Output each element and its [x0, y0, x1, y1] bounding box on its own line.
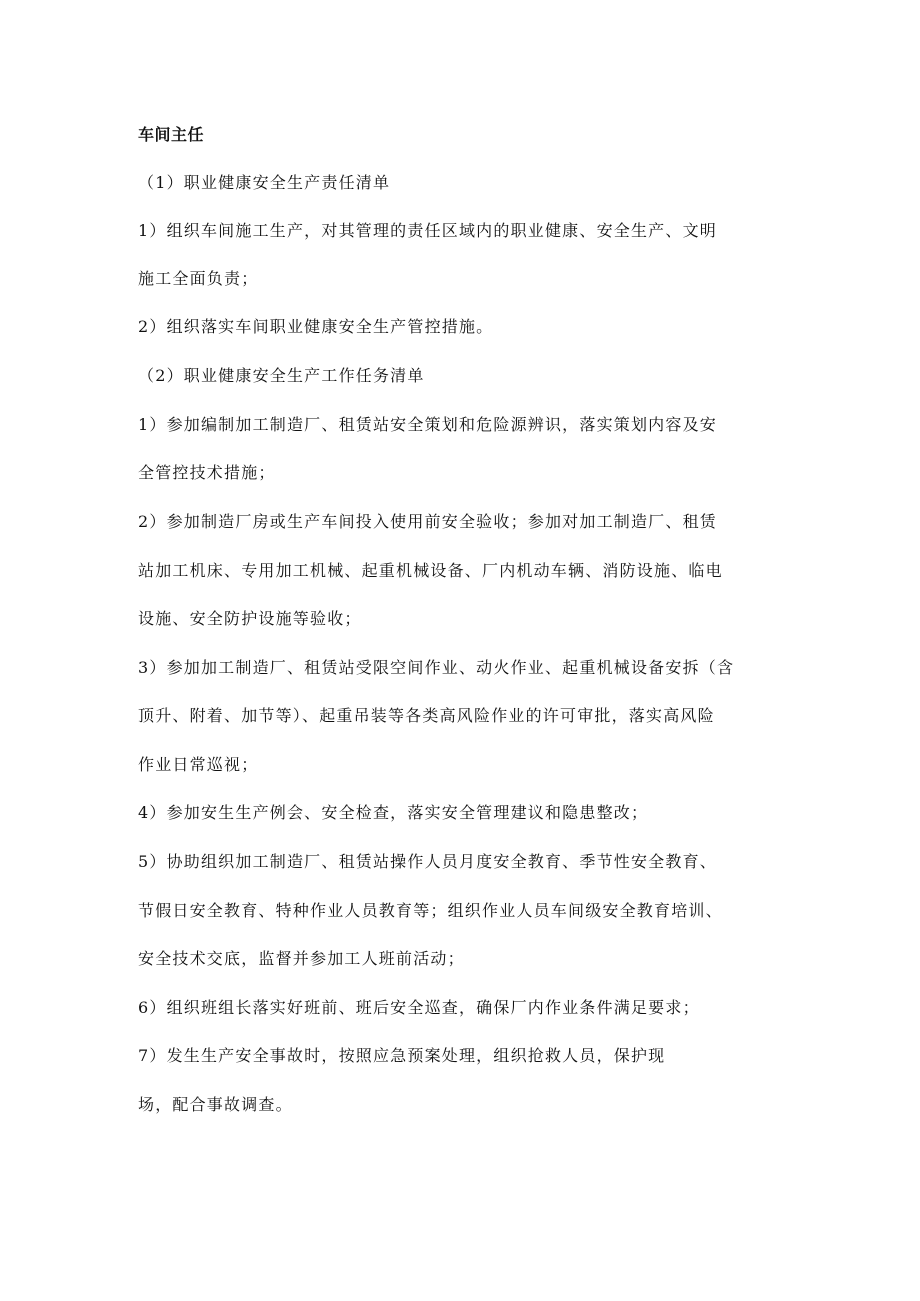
- paragraph-line: 7）发生生产安全事故时，按照应急预案处理，组织抢救人员，保护现: [138, 1046, 666, 1065]
- paragraph-line: 1）组织车间施工生产，对其管理的责任区域内的职业健康、安全生产、文明: [138, 221, 717, 240]
- section-heading-responsibility: （1）职业健康安全生产责任清单: [138, 173, 391, 192]
- paragraph-line: 作业日常巡视；: [138, 755, 259, 774]
- paragraph-line: 安全技术交底，监督并参加工人班前活动；: [138, 949, 465, 968]
- paragraph-line: 2）参加制造厂房或生产车间投入使用前安全验收；参加对加工制造厂、租赁: [138, 512, 717, 531]
- section-heading-tasks: （2）职业健康安全生产工作任务清单: [138, 366, 425, 385]
- paragraph-line: 2）组织落实车间职业健康安全生产管控措施。: [138, 317, 494, 336]
- paragraph-line: 设施、安全防护设施等验收；: [138, 609, 362, 628]
- paragraph-line: 4）参加安生生产例会、安全检查，落实安全管理建议和隐患整改；: [138, 803, 649, 822]
- paragraph-line: 3）参加加工制造厂、租赁站受限空间作业、动火作业、起重机械设备安拆（含: [138, 658, 735, 677]
- paragraph-line: 施工全面负责；: [138, 269, 259, 288]
- paragraph-line: 6）组织班组长落实好班前、班后安全巡查，确保厂内作业条件满足要求；: [138, 998, 700, 1017]
- paragraph-line: 1）参加编制加工制造厂、租赁站安全策划和危险源辨识，落实策划内容及安: [138, 415, 717, 434]
- paragraph-line: 顶升、附着、加节等）、起重吊装等各类高风险作业的许可审批，落实高风险: [138, 706, 715, 725]
- paragraph-line: 节假日安全教育、特种作业人员教育等；组织作业人员车间级安全教育培训、: [138, 901, 723, 920]
- paragraph-line: 全管控技术措施；: [138, 463, 276, 482]
- paragraph-line: 5）协助组织加工制造厂、租赁站操作人员月度安全教育、季节性安全教育、: [138, 852, 717, 871]
- paragraph-line: 站加工机床、专用加工机械、起重机械设备、厂内机动车辆、消防设施、临电: [138, 561, 723, 580]
- page-title: 车间主任: [138, 125, 205, 144]
- paragraph-line: 场，配合事故调查。: [138, 1095, 293, 1114]
